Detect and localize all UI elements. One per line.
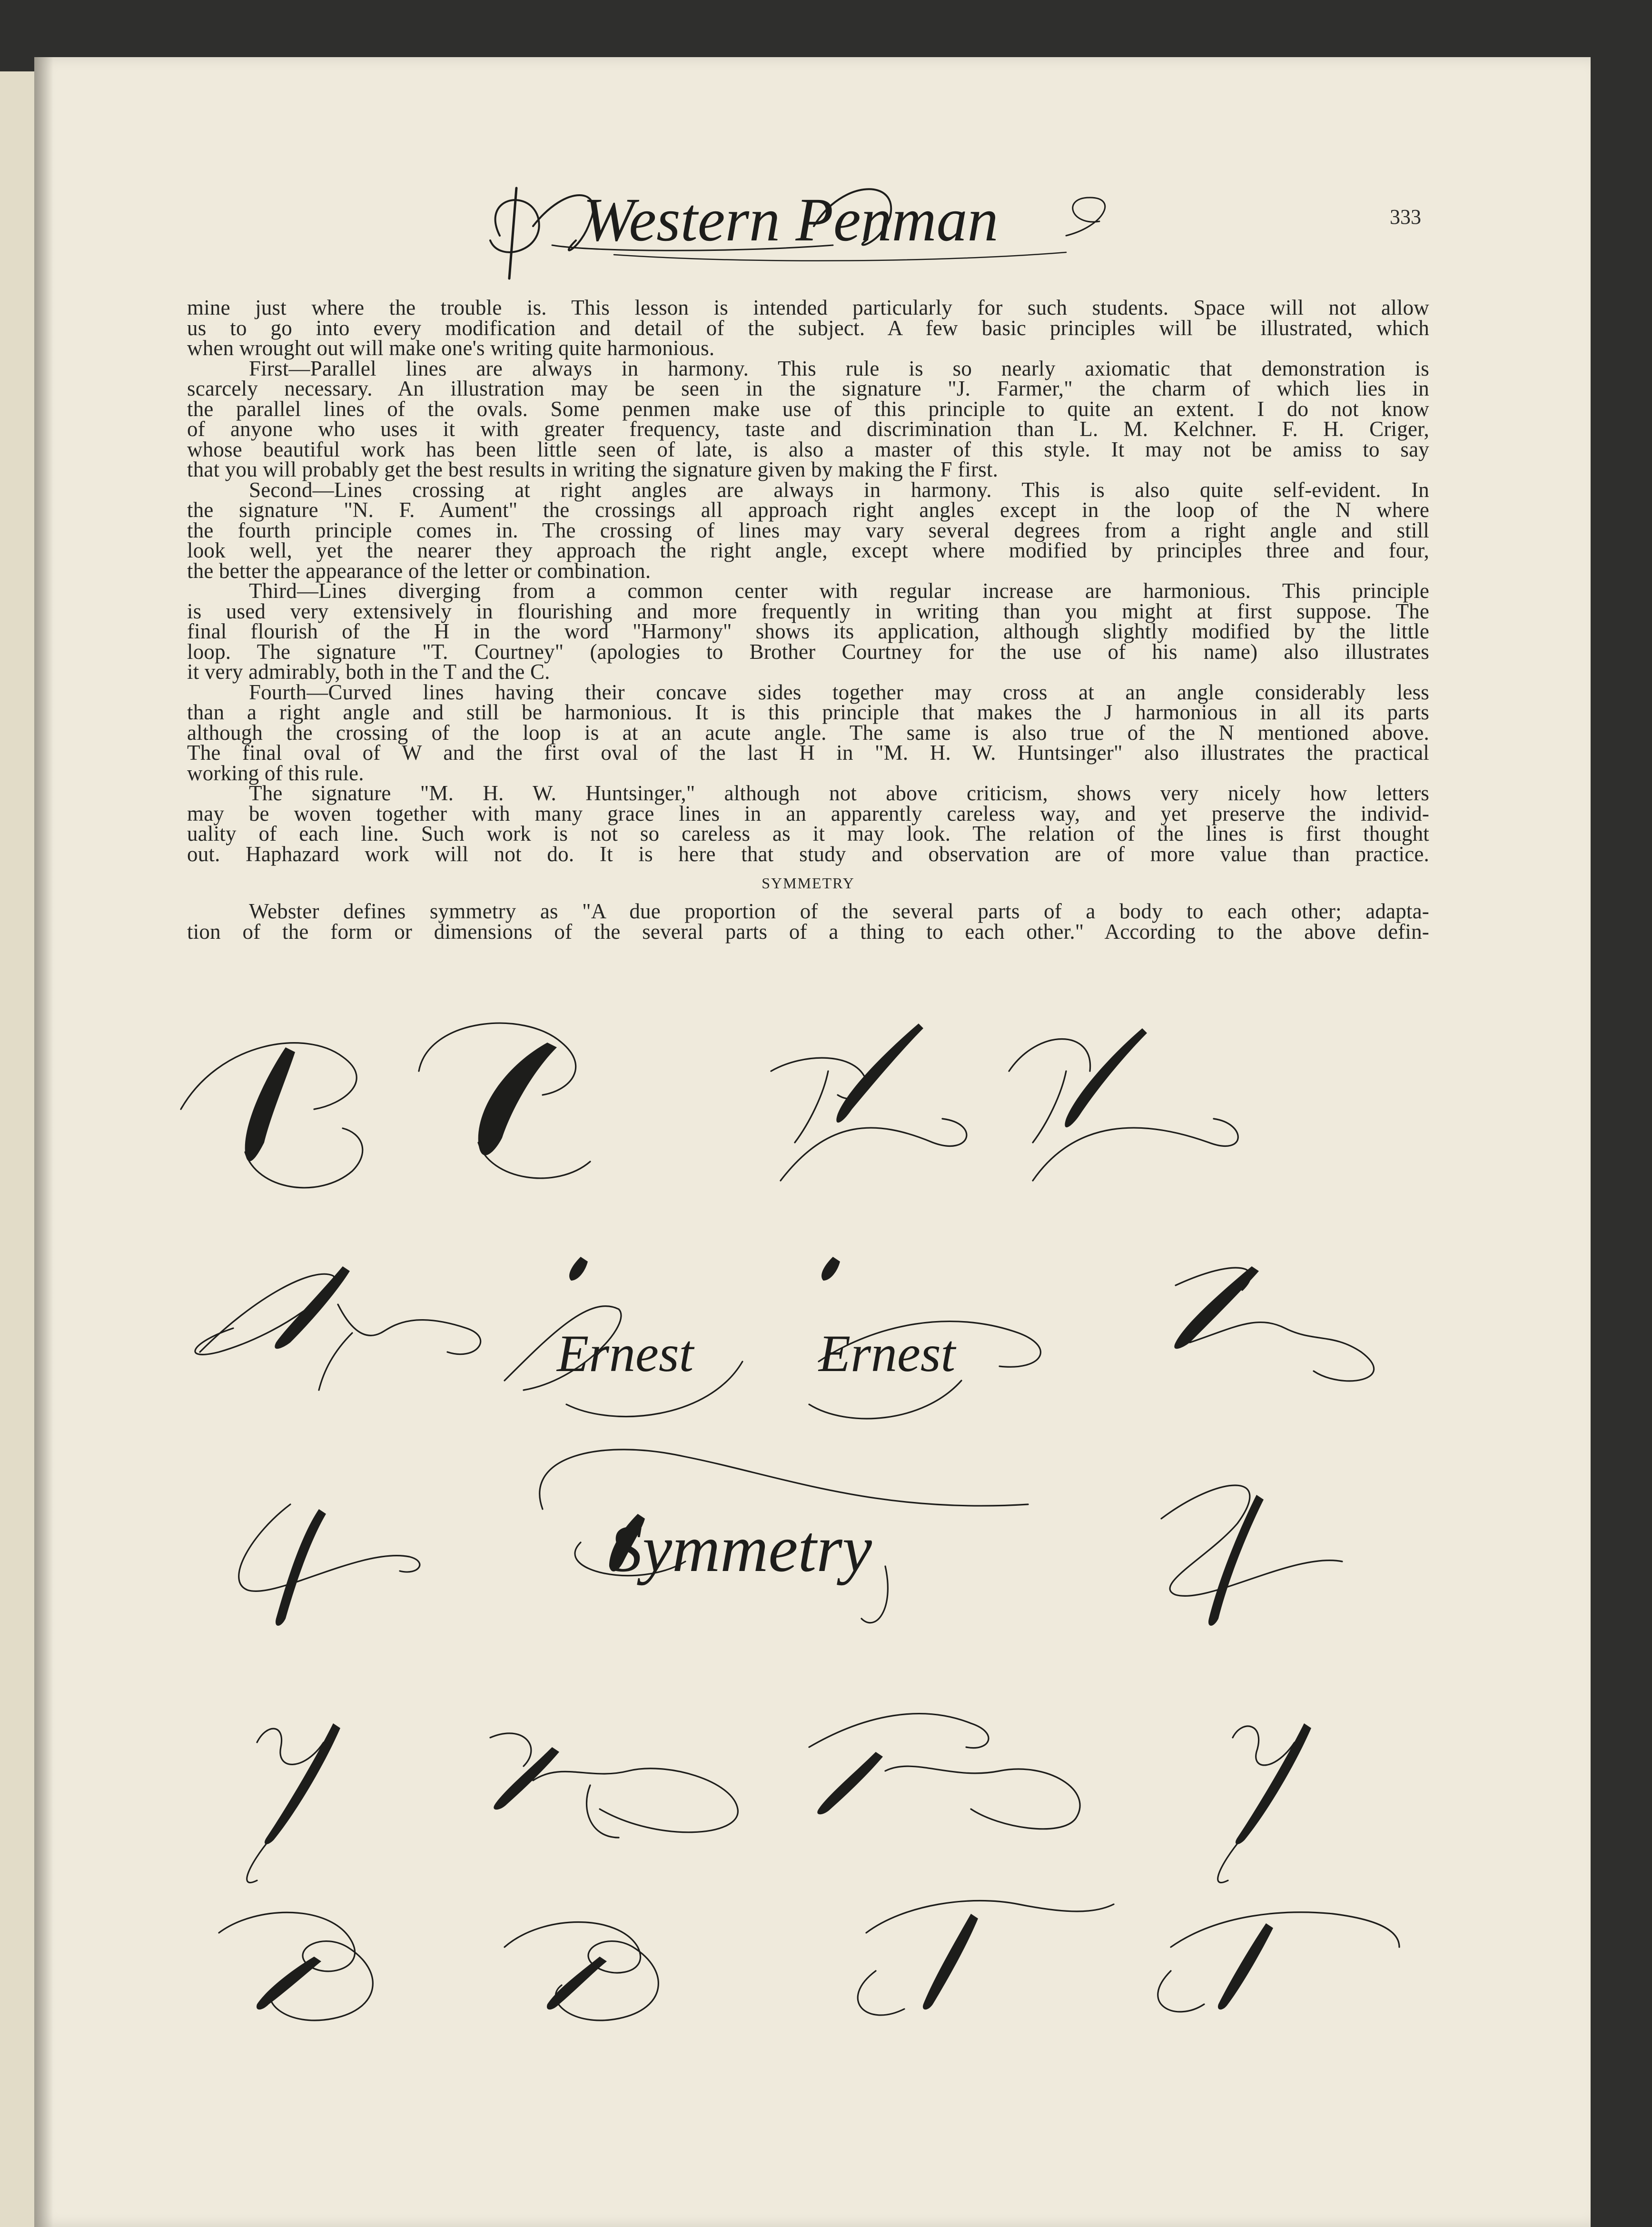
text-line: Third—Lines diverging from a common center with regular increase are harmonious. This principle (249, 579, 1429, 603)
flourish-b-right (505, 1922, 658, 2020)
paragraph (187, 477, 1429, 583)
text-line: mine just where the trouble is. This lesson is intended particularly for such students. Space will not allow (187, 296, 1429, 319)
text-line: than a right angle and still be harmonious. It is this principle that makes the J harmonious in all its parts (187, 700, 1429, 724)
masthead (471, 169, 1138, 283)
flourish-b-left (219, 1912, 373, 2020)
left-page-edge (0, 71, 37, 2227)
flourish-h-left (771, 1024, 967, 1181)
text-line: tion of the form or dimensions of the several parts of a thing to each other." According to the above defin- (187, 919, 1429, 944)
text-line: the parallel lines of the ovals. Some penmen make use of this principle to quite an extent. I do not know (187, 397, 1429, 421)
text-line: the signature "N. F. Aument" the crossings all approach right angles except in the loop of the N where (187, 498, 1429, 522)
paragraph (187, 901, 1429, 942)
flourish-m-right (1174, 1266, 1374, 1381)
text-line: scarcely necessary. An illustration may be seen in the signature "J. Farmer," the charm of which lies in (187, 377, 1429, 400)
flourish-j-left (239, 1504, 420, 1626)
text-line: that you will probably get the best results in writing the signature given by making the F first. (187, 457, 999, 481)
flourish-c-right (419, 1023, 590, 1178)
text-line: final flourish of the H in the word "Harmony" shows its application, although slightly modified by the little (187, 619, 1429, 643)
page-number: 333 (1390, 205, 1421, 229)
flourish-ernest-right (809, 1257, 1040, 1419)
plate-word-symmetry: Symmetry (609, 1512, 872, 1586)
text-line: look well, yet the nearer they approach the right angle, except where modified by principles three and four, (187, 538, 1429, 562)
flourish-y-right (1218, 1723, 1311, 1882)
flourish-ernest-left (505, 1257, 742, 1417)
penmanship-plates (162, 1000, 1456, 2114)
text-line: when wrought out will make one's writing quite harmonious. (187, 336, 715, 360)
flourish-t-right (1158, 1912, 1399, 2012)
masthead-title: Western Penman (583, 186, 999, 254)
text-line: Webster defines symmetry as "A due proportion of the several parts of a body to each other; adapta- (249, 899, 1429, 923)
text-line: The final oval of W and the first oval of the last H in "M. H. W. Huntsinger" also illustrates the practical (187, 741, 1429, 765)
flourish-m-left (195, 1266, 481, 1390)
text-line: may be woven together with many grace lines in an apparently careless way, and yet preserve the individ- (187, 801, 1429, 825)
text-line: it very admirably, both in the T and the C. (187, 660, 550, 684)
text-line: out. Haphazard work will not do. It is here that study and observation are of more value than practice. (187, 842, 1429, 866)
flourish-h-right (1009, 1028, 1238, 1181)
calligraphy-illustrations (162, 1000, 1456, 2114)
text-line: of anyone who uses it with greater frequency, taste and discrimination than L. M. Kelchner. F. H. Criger, (187, 417, 1429, 441)
text-line: loop. The signature "T. Courtney" (apologies to Brother Courtney for the use of his name) also illustrates (187, 639, 1429, 664)
flourish-t-left (858, 1901, 1114, 2015)
paragraph (187, 783, 1429, 864)
plate-word-ernest: Ernest (819, 1324, 956, 1382)
flourish-ma-left (490, 1733, 738, 1838)
flourish-y-left (247, 1723, 340, 1882)
text-line: whose beautiful work has been little seen of late, is also a master of this style. It may not be amiss to say (187, 437, 1429, 461)
gutter-shadow (34, 57, 53, 2227)
text-line: uality of each line. Such work is not so careless as it may look. The relation of the lines is first thought (187, 822, 1429, 845)
flourish-ma-right (809, 1714, 1080, 1829)
text-line: is used very extensively in flourishing and more frequently in writing than you might at first suppose. The (187, 599, 1429, 623)
text-line: although the crossing of the loop is at an acute angle. The same is also true of the N mentioned above. (187, 720, 1429, 745)
text-line: the fourth principle comes in. The crossing of lines may vary several degrees from a right angle and still (187, 518, 1429, 542)
text-line: Fourth—Curved lines having their concave sides together may cross at an angle considerably less (249, 680, 1429, 704)
text-line: us to go into every modification and detail of the subject. A few basic principles will be illustrated, which (187, 316, 1429, 340)
article-body (187, 298, 1429, 942)
paragraph (187, 298, 1429, 358)
text-line: Second—Lines crossing at right angles are always in harmony. This is also quite self-evident. In (249, 477, 1429, 502)
section-heading: SYMMETRY (762, 875, 855, 892)
text-line: First—Parallel lines are always in harmony. This rule is so nearly axiomatic that demonstration is (249, 356, 1429, 380)
masthead-logo (471, 169, 1138, 283)
paragraph (187, 358, 1429, 480)
paragraph (187, 581, 1429, 682)
flourish-c-left (181, 1043, 363, 1188)
text-line: the better the appearance of the letter or combination. (187, 558, 651, 583)
flourish-symmetry (540, 1450, 1028, 1623)
text-line: working of this rule. (187, 761, 364, 785)
flourish-j-right (1161, 1485, 1342, 1626)
paragraph (187, 682, 1429, 784)
plate-word-ernest: Ernest (557, 1324, 694, 1382)
text-line: The signature "M. H. W. Huntsinger," although not above criticism, shows very nicely how letters (249, 781, 1429, 805)
